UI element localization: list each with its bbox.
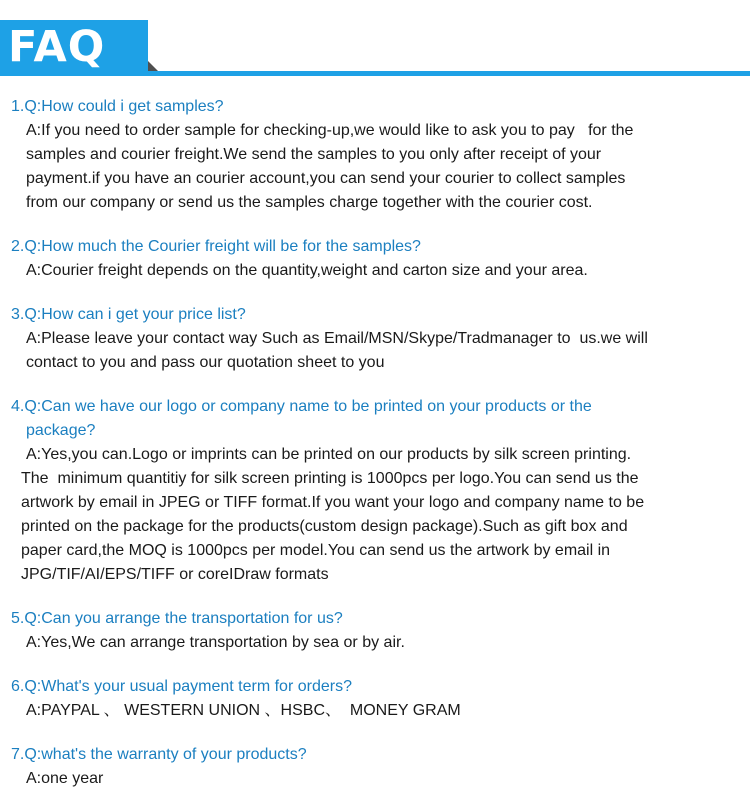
faq-answer-line: paper card,the MOQ is 1000pcs per model.You can send us the artwork by email in: [21, 542, 611, 559]
faq-question: 6.Q:What's your usual payment term for orders?: [11, 678, 352, 695]
faq-question-continuation: package?: [26, 422, 96, 439]
faq-answer-line: A:Yes,We can arrange transportation by sea or by air.: [26, 634, 405, 651]
faq-answer-line: contact to you and pass our quotation sheet to you: [26, 354, 385, 371]
faq-question: 7.Q:what's the warranty of your products?: [11, 746, 307, 763]
page-title: FAQ: [8, 22, 106, 72]
faq-answer-line: samples and courier freight.We send the samples to you only after receipt of your: [26, 146, 602, 163]
faq-answer-line: payment.if you have an courier account,you can send your courier to collect samples: [26, 170, 626, 187]
faq-question: 1.Q:How could i get samples?: [11, 98, 224, 115]
faq-answer-line: A:one year: [26, 770, 104, 787]
faq-question: 4.Q:Can we have our logo or company name to be printed on your products or the: [11, 398, 592, 415]
faq-answer-line: A:Please leave your contact way Such as Email/MSN/Skype/Tradmanager to us.we will: [26, 330, 648, 347]
faq-answer-line: printed on the package for the products(custom design package).Such as gift box and: [21, 518, 628, 535]
faq-answer-line: A:If you need to order sample for checking-up,we would like to ask you to pay for the: [26, 122, 634, 139]
faq-answer-line: The minimum quantitiy for silk screen printing is 1000pcs per logo.You can send us the: [21, 470, 639, 487]
faq-answer-line: JPG/TIF/AI/EPS/TIFF or coreIDraw formats: [21, 566, 329, 583]
faq-answer-line: A:Yes,you can.Logo or imprints can be printed on our products by silk screen printing.: [26, 446, 632, 463]
faq-answer-line: artwork by email in JPEG or TIFF format.If you want your logo and company name to be: [21, 494, 645, 511]
faq-answer-line: from our company or send us the samples charge together with the courier cost.: [26, 194, 593, 211]
faq-answer-line: A:Courier freight depends on the quantity,weight and carton size and your area.: [26, 262, 588, 279]
header-tab-fold: [148, 61, 158, 71]
faq-question: 2.Q:How much the Courier freight will be for the samples?: [11, 238, 421, 255]
faq-header: [0, 0, 750, 90]
faq-question: 3.Q:How can i get your price list?: [11, 306, 246, 323]
faq-answer-line: A:PAYPAL 、 WESTERN UNION 、HSBC、 MONEY GRAM: [26, 702, 461, 719]
faq-question: 5.Q:Can you arrange the transportation for us?: [11, 610, 343, 627]
